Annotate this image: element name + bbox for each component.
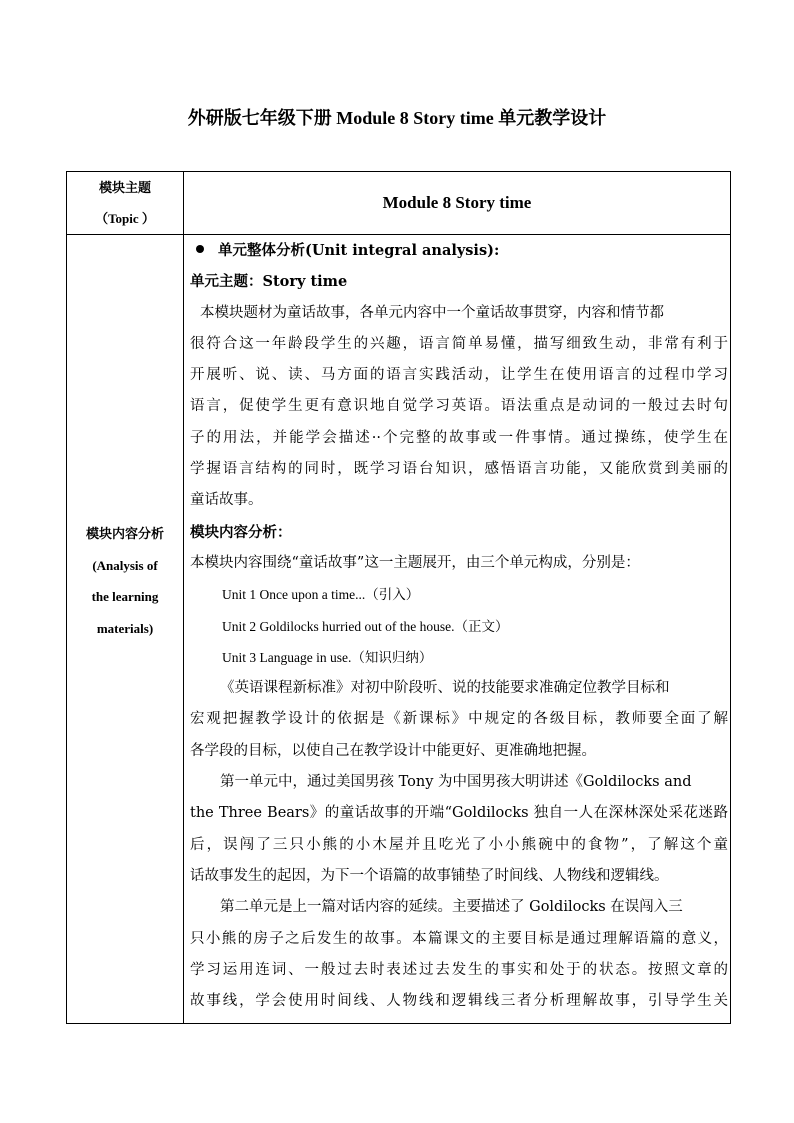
content-line [190,924,728,955]
content-line [190,266,728,297]
content-line-text: 模块内容分析： [190,523,292,541]
topic-label-en: （Topic ） [95,211,155,226]
content-line [190,298,728,329]
topic-label-cell [67,172,183,234]
content-line [190,861,728,892]
content-line [190,517,728,548]
content-line-text: 第二单元是上一篇对话内容的延续。主要描述了 Goldilocks 在误闯入三 [220,899,683,916]
content-line [190,235,728,266]
content-line-text: 各学段的目标，以使自己在教学设计中能更好、更准确地把握。 [190,742,596,759]
content-line [190,485,728,516]
content-line [190,454,728,485]
column-divider [183,172,184,1023]
content-line [190,391,728,422]
content-line [190,673,728,704]
content-line-text: 本模块题材为童话故事，各单元内容中一个童话故事贯穿，内容和情节都 [200,304,664,321]
content-line-text: 童话故事。 [190,492,263,509]
content-line-text: 学习运用连词、一般过去时表述过去发生的事实和处于的状态。按照文章的 [190,961,728,978]
content-line-text: the Three Bears》的童话故事的开端“Goldilocks 独自一人在深林深处采花迷路 [190,805,728,822]
content-line [190,892,728,923]
content-line-text: Unit 3 Language in use.（知识归纳） [222,649,433,665]
content-line [190,767,728,798]
document-title: 外研版七年级下册 Module 8 Story time 单元教学设计 [187,108,607,128]
analysis-label-en-1: (Analysis of [92,557,158,573]
content-line-text: 单元整体分析(Unit integral analysis): [218,242,500,259]
content-line-text: 话故事发生的起因，为下一个语篇的故事铺垫了时间线、人物线和逻辑线。 [190,867,669,884]
content-line [190,704,728,735]
content-line [190,423,728,454]
content-line [190,642,728,673]
content-line-text: Unit 1 Once upon a time...（引入） [222,587,420,603]
content-line [190,830,728,861]
content-line-text: 语言，促使学生更有意识地自觉学习英语。语法重点是动词的一般过去时句 [190,398,728,415]
content-line [190,579,728,610]
content-line-text: 只小熊的房子之后发生的故事。本篇课文的主要目标是通过理解语篇的意义， [190,930,728,947]
content-line-text: 第一单元中，通过美国男孩 Tony 为中国男孩大明讲述《Goldilocks and [220,774,692,791]
content-line-text: 故事线，学会使用时间线、人物线和逻辑线三者分析理解故事，引导学生关 [190,993,728,1010]
content-line [190,955,728,986]
content-line [190,798,728,829]
content-line [190,611,728,642]
content-line-text: Unit 2 Goldilocks hurried out of the house.（正文） [222,618,509,634]
content-line [190,986,728,1017]
content-line-text: 学握语言结构的同时，既学习语台知识，感悟语言功能，又能欣赏到美丽的 [190,461,728,478]
analysis-content [190,235,728,1017]
lesson-table [66,171,731,1024]
analysis-label: 模块内容分析 [85,526,164,541]
topic-value: Module 8 Story time [382,193,532,212]
topic-label: 模块主题 [98,180,151,195]
content-line [190,548,728,579]
content-line-text: 开展听、说、读、马方面的语言实践活动，让学生在使用语言的过程巾学习 [190,367,728,384]
content-line-text: 《英语课程新标准》对初中阶段听、说的技能要求准确定位教学目标和 [220,680,670,697]
content-line [190,360,728,391]
bullet-icon [196,245,204,253]
content-line [190,736,728,767]
content-line-text: 子的用法，并能学会描述··个完整的故事或一件事情。通过操练，使学生在 [190,429,728,446]
analysis-label-cell [67,518,183,644]
content-line-text: 单元主题：Story time [190,273,348,291]
content-line-text: 宏观把握教学设计的依据是《新课标》中规定的各级目标，教师要全面了解 [190,711,728,728]
analysis-label-en-3: materials) [96,620,154,636]
content-line [190,329,728,360]
content-line-text: 后，误闯了三只小熊的小木屋并且吃光了小小熊碗中的食物”，了解这个童 [190,836,728,853]
content-line-text: 本模块内容围绕“童话故事”这一主题展开，由三个单元构成，分别是： [190,554,640,571]
analysis-label-en-2: the learning [91,589,159,604]
content-line-text: 很符合这一年龄段学生的兴趣，语言简单易懂，描写细致生动，非常有利于 [190,335,728,352]
